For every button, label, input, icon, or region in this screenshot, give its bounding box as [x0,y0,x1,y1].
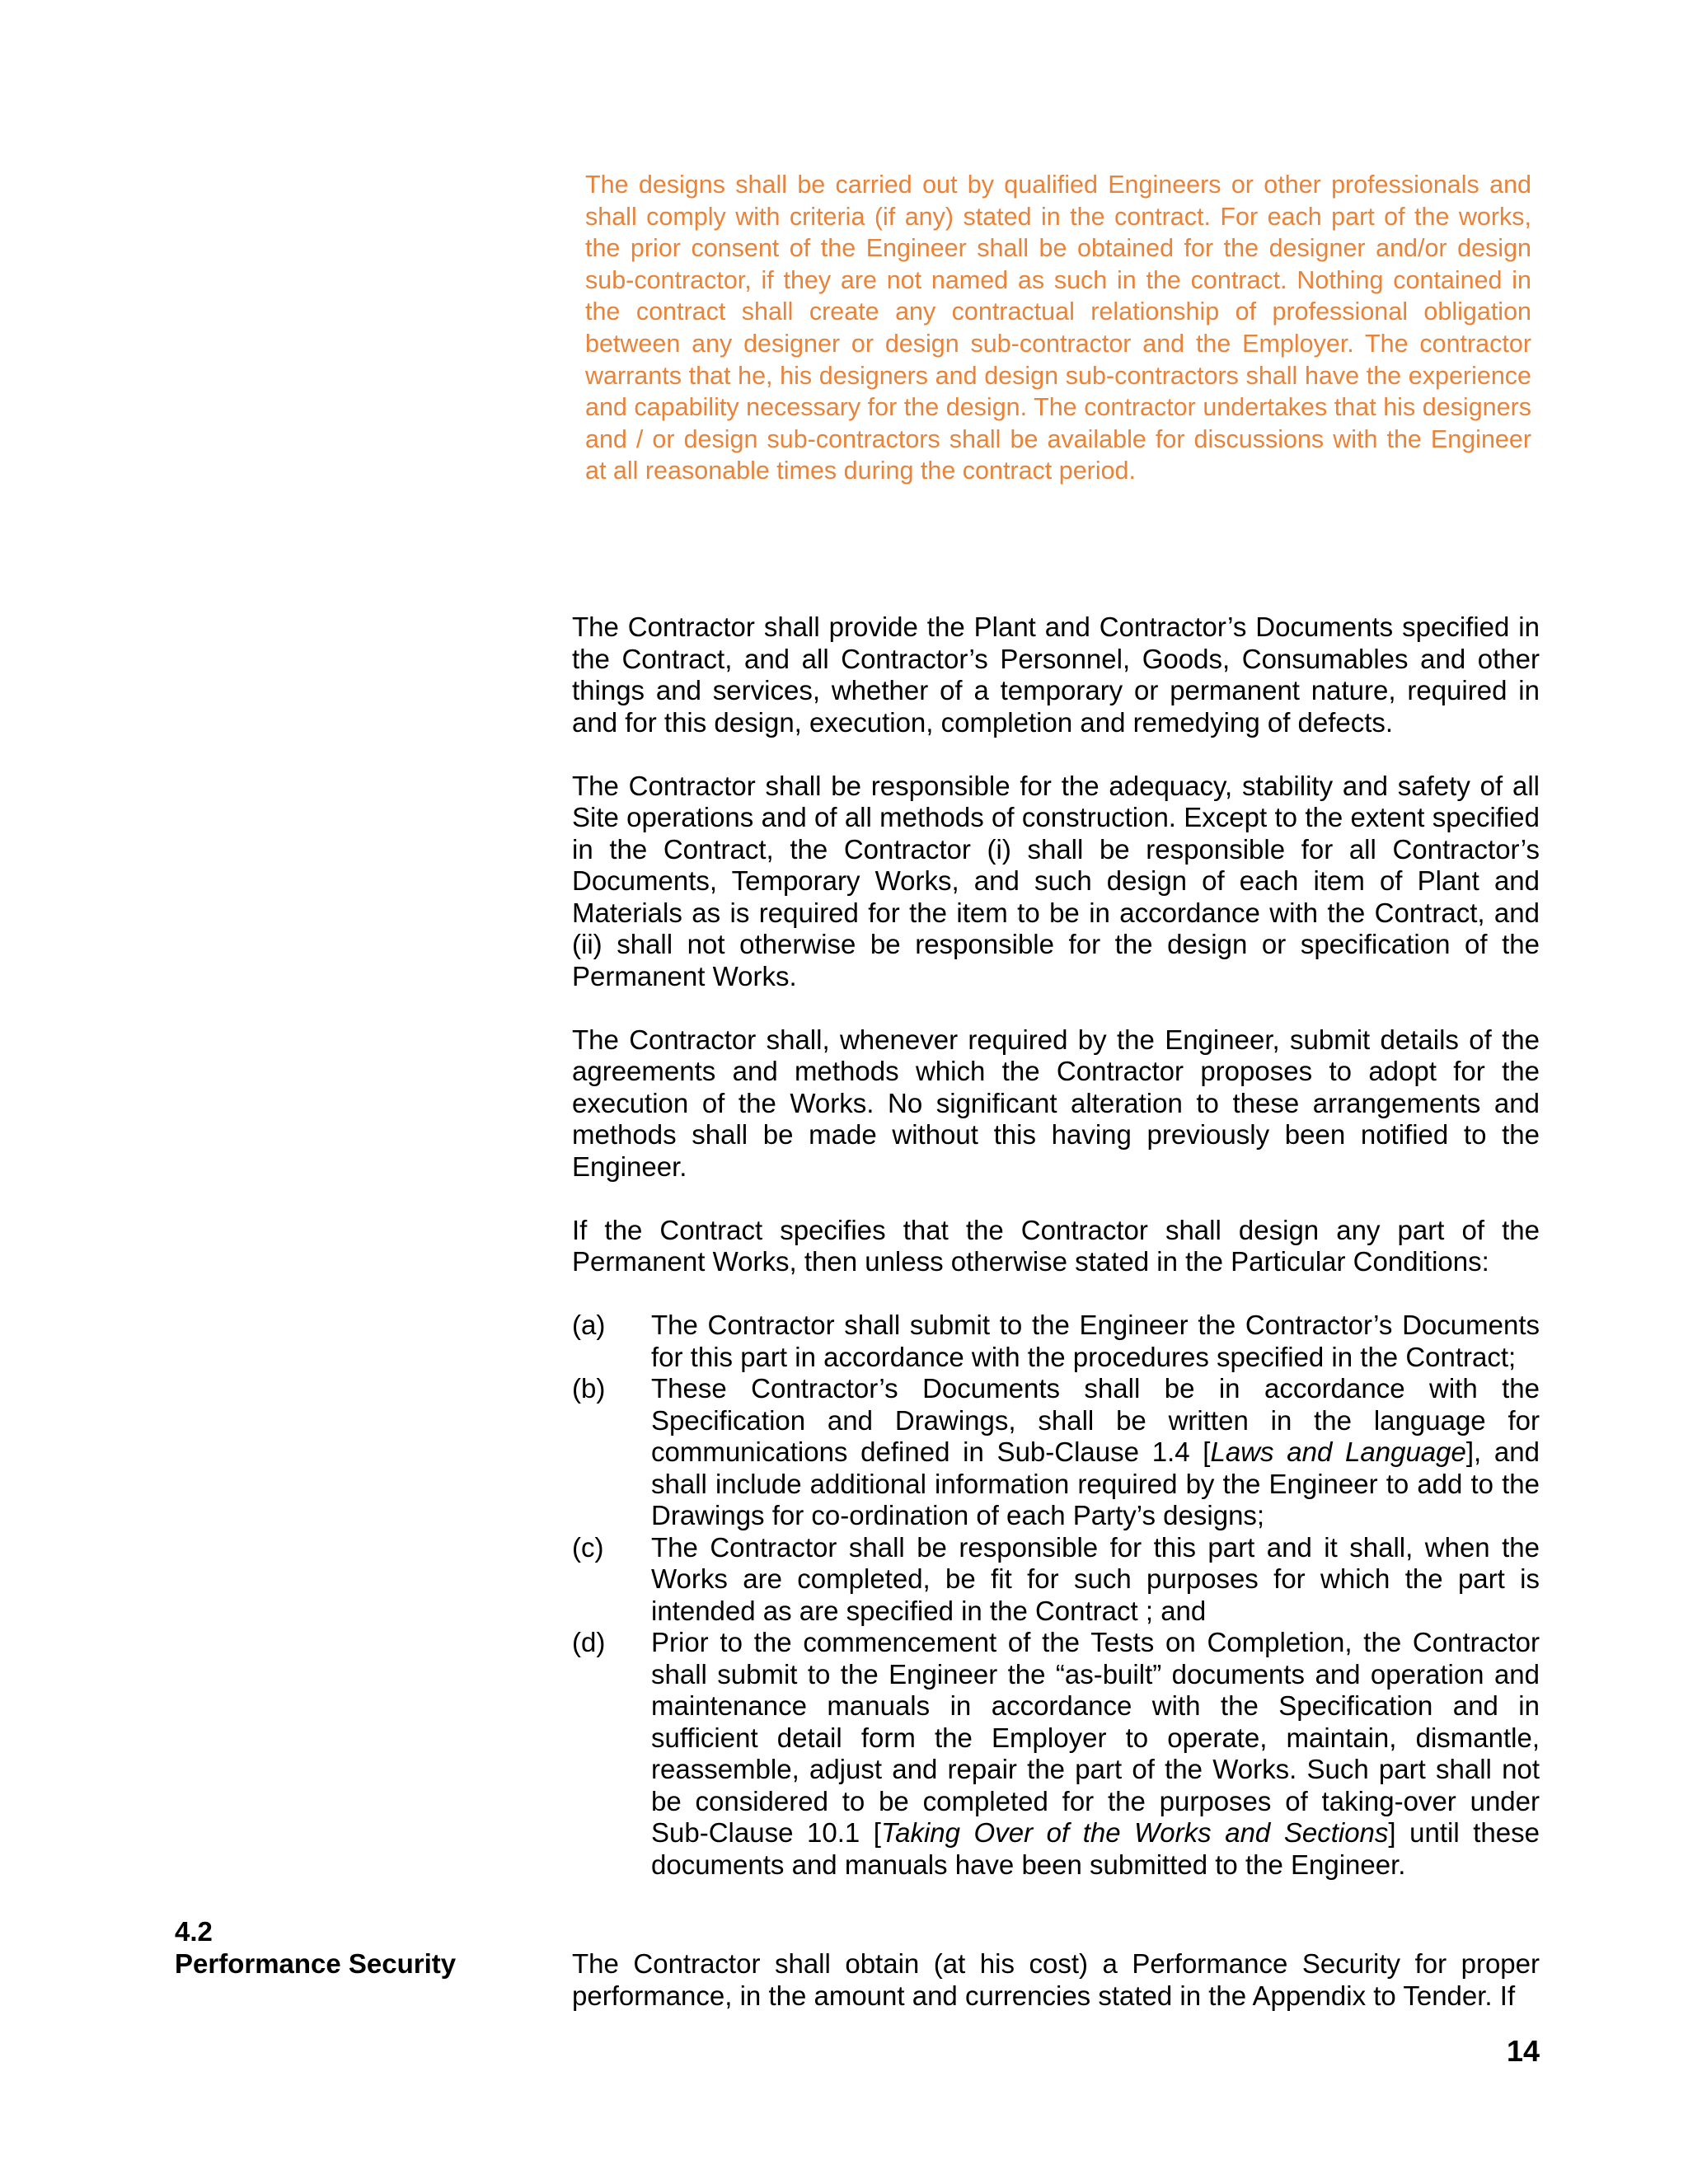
list-item [572,1373,1540,1532]
paragraph-methods-details: The Contractor shall, whenever required by the Engineer, submit details of the agreements and methods which the Contractor proposes to adopt for the execution of the Works. No significant alteration to these arrangements and methods shall be made without this having previously been notified to the Engineer. [572,1024,1540,1182]
paragraph-design-intro: If the Contract specifies that the Contractor shall design any part of the Permanent Works, then unless otherwise stated in the Particular Conditions: [572,1214,1540,1277]
main-column [572,612,1540,1881]
italic-reference: Laws and Language [1210,1436,1466,1467]
list-marker: (d) [572,1627,606,1657]
paragraph-plant-documents: The Contractor shall provide the Plant and Contractor’s Documents specified in the Contract, and all Contractor’s Personnel, Goods, Consumables and other things and services, whether of a temporary or permanent nature, required in and for this design, execution, completion and remedying of defects. [572,612,1540,738]
list-item-text [651,1532,1540,1628]
list-text-part: The Contractor shall submit to the Engineer the Contractor’s Documents for this part in accordance with the procedures specified in the Contract; [651,1310,1540,1372]
list-text-part: ], and shall include additional information required by the Engineer to add to the Drawings for co-ordination of each Party’s designs; [651,1436,1540,1530]
list-marker: (c) [572,1531,604,1563]
list-text-part: The Contractor shall be responsible for this part and it shall, when the Works are completed, be fit for such purposes for which the part is intended as are specified in the Contract ; and [651,1531,1540,1626]
list-text-part: Prior to the commencement of the Tests on Completion, the Contractor shall submit to the Engineer the “as-built” documents and operation and maintenance manuals in accordance with the Specification and in sufficient detail form the Employer to operate, maintain, dismantle, reassemble, adjust and repair the part of the Works. Such part shall not be considered to be completed for the purposes of taking-over under Sub-Clause 10.1 [ [651,1627,1540,1848]
list-marker: (a) [572,1310,606,1340]
design-note-paragraph: The designs shall be carried out by qualified Engineers or other professionals and shall comply with criteria (if any) stated in the contract. For each part of the works, the prior consent of the Engineer shall be obtained for the designer and/or design sub-contractor, if they are not named as such in the contract. Nothing contained in the contract shall create any contractual relationship of professional obligation between any designer or design sub-contractor and the Employer. The contractor warrants that he, his designers and design sub-contractors shall have the experience and capability necessary for the design. The contractor undertakes that his designers and / or design sub-contractors shall be available for discussions with the Engineer at all reasonable times during the contract period. [585,171,1531,485]
list-item [572,1310,1540,1373]
list-item [572,1627,1540,1881]
design-obligations-list [572,1310,1540,1881]
list-item-text [651,1373,1540,1532]
clause-number: 4.2 [175,1916,213,1947]
clause-body-text: The Contractor shall obtain (at his cost) a Performance Security for proper performance, in the amount and currencies stated in the Appendix to Tender. If [572,1948,1540,2011]
list-item [572,1532,1540,1628]
paragraph-site-operations: The Contractor shall be responsible for the adequacy, stability and safety of all Site operations and of all methods of construction. Except to the extent specified in the Contract, the Contractor (i) shall be responsible for all Contractor’s Documents, Temporary Works, and such design of each item of Plant and Materials as is required for the item to be in accordance with the Contract, and (ii) shall not otherwise be responsible for the design or specification of the Permanent Works. [572,770,1540,991]
list-item-text [651,1310,1540,1373]
page-number: 14 [1506,2034,1540,2068]
clause-heading [175,1916,456,1980]
list-marker: (b) [572,1373,606,1404]
italic-reference: Taking Over of the Works and Sections [880,1817,1389,1848]
list-item-text [651,1627,1540,1881]
list-text-part: These Contractor’s Documents shall be in accordance with the Specification and Drawings, shall be written in the language for communications defined in Sub-Clause 1.4 [ [651,1373,1540,1467]
clause-title: Performance Security [175,1947,457,1979]
list-text-part: ] until these documents and manuals have been submitted to the Engineer. [651,1817,1540,1880]
